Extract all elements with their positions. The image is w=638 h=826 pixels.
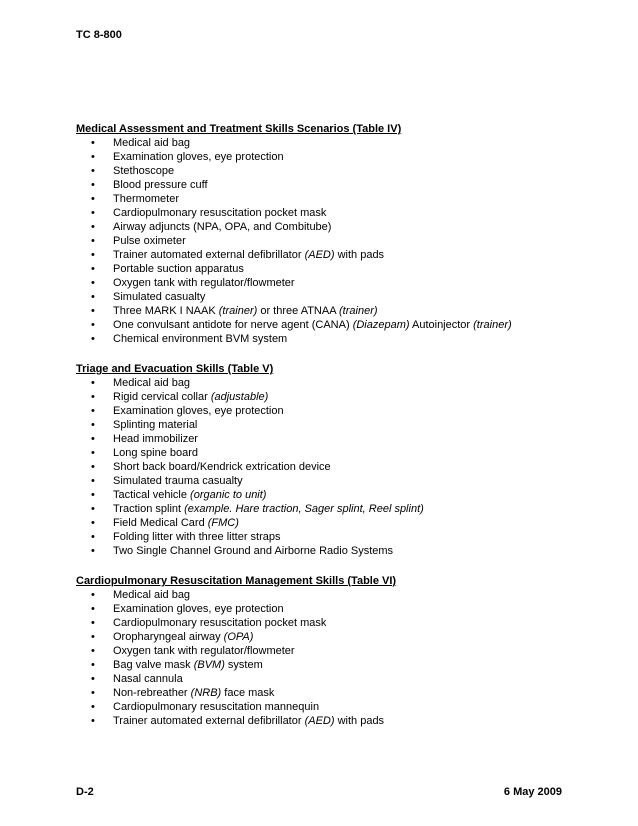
italic-text: (Diazepam) [352,319,410,331]
list-item [76,220,576,234]
list-item [76,446,576,460]
item-text: Airway adjuncts (NPA, OPA, and Combitube) [113,221,332,233]
bullet-icon: • [91,687,95,699]
list-item [76,178,576,192]
list-item [76,488,576,502]
item-text: system [224,659,263,671]
item-text: Simulated trauma casualty [113,475,243,487]
item-text: One convulsant antidote for nerve agent (CANA) [113,319,353,331]
bullet-icon: • [91,645,95,657]
list-item [76,700,576,714]
bullet-icon: • [91,589,95,601]
section-title: Triage and Evacuation Skills (Table V) [76,363,274,375]
list-item [76,164,576,178]
bullet-icon: • [91,545,95,557]
italic-text: (NRB) [190,687,222,699]
item-text: Pulse oximeter [113,235,186,247]
equipment-list [76,376,576,558]
bullet-icon: • [91,263,95,275]
list-item [76,672,576,686]
bullet-icon: • [91,419,95,431]
bullet-icon: • [91,319,95,331]
item-text: Chemical environment BVM system [113,333,288,345]
list-item [76,714,576,728]
item-text: Medical aid bag [113,589,191,601]
list-item [76,460,576,474]
bullet-icon: • [91,377,95,389]
list-item [76,206,576,220]
bullet-icon: • [91,461,95,473]
bullet-icon: • [91,603,95,615]
page-number: D-2 [76,786,94,798]
item-text: Examination gloves, eye protection [113,405,284,417]
italic-text: (AED) [304,715,335,727]
list-item [76,686,576,700]
item-text: Traction splint [113,503,185,515]
document-body [76,122,576,728]
bullet-icon: • [91,137,95,149]
bullet-icon: • [91,207,95,219]
list-item [76,248,576,262]
item-text: Tactical vehicle [113,489,191,501]
item-text: Simulated casualty [113,291,206,303]
section-spacer [76,558,576,574]
bullet-icon: • [91,701,95,713]
italic-text: (adjustable) [210,391,269,403]
italic-text: (example. Hare traction, Sager splint, Reel splint) [184,503,424,515]
item-text: Folding litter with three litter straps [113,531,281,543]
item-text: Cardiopulmonary resuscitation pocket mask [113,617,327,629]
list-item [76,530,576,544]
bullet-icon: • [91,165,95,177]
bullet-icon: • [91,433,95,445]
bullet-icon: • [91,489,95,501]
italic-text: (organic to unit) [190,489,267,501]
bullet-icon: • [91,631,95,643]
list-item [76,150,576,164]
italic-text: (AED) [304,249,335,261]
bullet-icon: • [91,517,95,529]
item-text: Oxygen tank with regulator/flowmeter [113,277,295,289]
document-id-header: TC 8-800 [76,29,122,41]
item-text: Medical aid bag [113,137,191,149]
item-text: Examination gloves, eye protection [113,151,284,163]
italic-text: (trainer) [473,319,512,331]
section-title: Medical Assessment and Treatment Skills Scenarios (Table IV) [76,123,402,135]
bullet-icon: • [91,235,95,247]
italic-text: (OPA) [223,631,254,643]
item-text: Blood pressure cuff [113,179,208,191]
bullet-icon: • [91,277,95,289]
item-text: or three ATNAA [257,305,340,317]
bullet-icon: • [91,305,95,317]
italic-text: (BVM) [193,659,225,671]
list-item [76,602,576,616]
item-text: Examination gloves, eye protection [113,603,284,615]
list-item [76,276,576,290]
bullet-icon: • [91,193,95,205]
bullet-icon: • [91,249,95,261]
list-item [76,192,576,206]
italic-text: (FMC) [207,517,239,529]
item-text: Oxygen tank with regulator/flowmeter [113,645,295,657]
section-title: Cardiopulmonary Resuscitation Management Skills (Table VI) [76,575,397,587]
bullet-icon: • [91,503,95,515]
list-item [76,644,576,658]
list-item [76,516,576,530]
list-item [76,318,576,332]
bullet-icon: • [91,447,95,459]
bullet-icon: • [91,659,95,671]
bullet-icon: • [91,531,95,543]
list-item [76,136,576,150]
item-text: with pads [334,715,385,727]
bullet-icon: • [91,291,95,303]
item-text: Short back board/Kendrick extrication device [113,461,331,473]
item-text: Stethoscope [113,165,175,177]
list-item [76,502,576,516]
bullet-icon: • [91,715,95,727]
section-spacer [76,346,576,362]
bullet-icon: • [91,221,95,233]
list-item [76,474,576,488]
publication-date: 6 May 2009 [503,786,562,798]
item-text: Rigid cervical collar [113,391,211,403]
bullet-icon: • [91,673,95,685]
item-text: Nasal cannula [113,673,183,685]
item-text: Long spine board [113,447,199,459]
item-text: Two Single Channel Ground and Airborne Radio Systems [113,545,394,557]
list-item [76,304,576,318]
list-item [76,376,576,390]
list-item [76,262,576,276]
list-item [76,290,576,304]
italic-text: (trainer) [339,305,378,317]
item-text: face mask [221,687,275,699]
bullet-icon: • [91,151,95,163]
list-item [76,588,576,602]
list-item [76,404,576,418]
item-text: Non-rebreather [113,687,191,699]
item-text: Bag valve mask [113,659,194,671]
list-item [76,544,576,558]
item-text: Autoinjector [409,319,474,331]
item-text: Trainer automated external defibrillator [113,715,305,727]
bullet-icon: • [91,179,95,191]
list-item [76,630,576,644]
bullet-icon: • [91,405,95,417]
list-item [76,658,576,672]
equipment-list [76,136,576,346]
bullet-icon: • [91,391,95,403]
item-text: with pads [334,249,385,261]
bullet-icon: • [91,475,95,487]
list-item [76,418,576,432]
bullet-icon: • [91,617,95,629]
item-text: Splinting material [113,419,198,431]
item-text: Portable suction apparatus [113,263,244,275]
item-text: Cardiopulmonary resuscitation pocket mask [113,207,327,219]
item-text: Three MARK I NAAK [113,305,219,317]
item-text: Head immobilizer [113,433,198,445]
equipment-list [76,588,576,728]
list-item [76,432,576,446]
item-text: Oropharyngeal airway [113,631,224,643]
list-item [76,616,576,630]
item-text: Thermometer [113,193,180,205]
list-item [76,332,576,346]
italic-text: (trainer) [218,305,258,317]
bullet-icon: • [91,333,95,345]
item-text: Cardiopulmonary resuscitation mannequin [113,701,320,713]
item-text: Trainer automated external defibrillator [113,249,305,261]
item-text: Medical aid bag [113,377,191,389]
list-item [76,234,576,248]
item-text: Field Medical Card [113,517,208,529]
list-item [76,390,576,404]
